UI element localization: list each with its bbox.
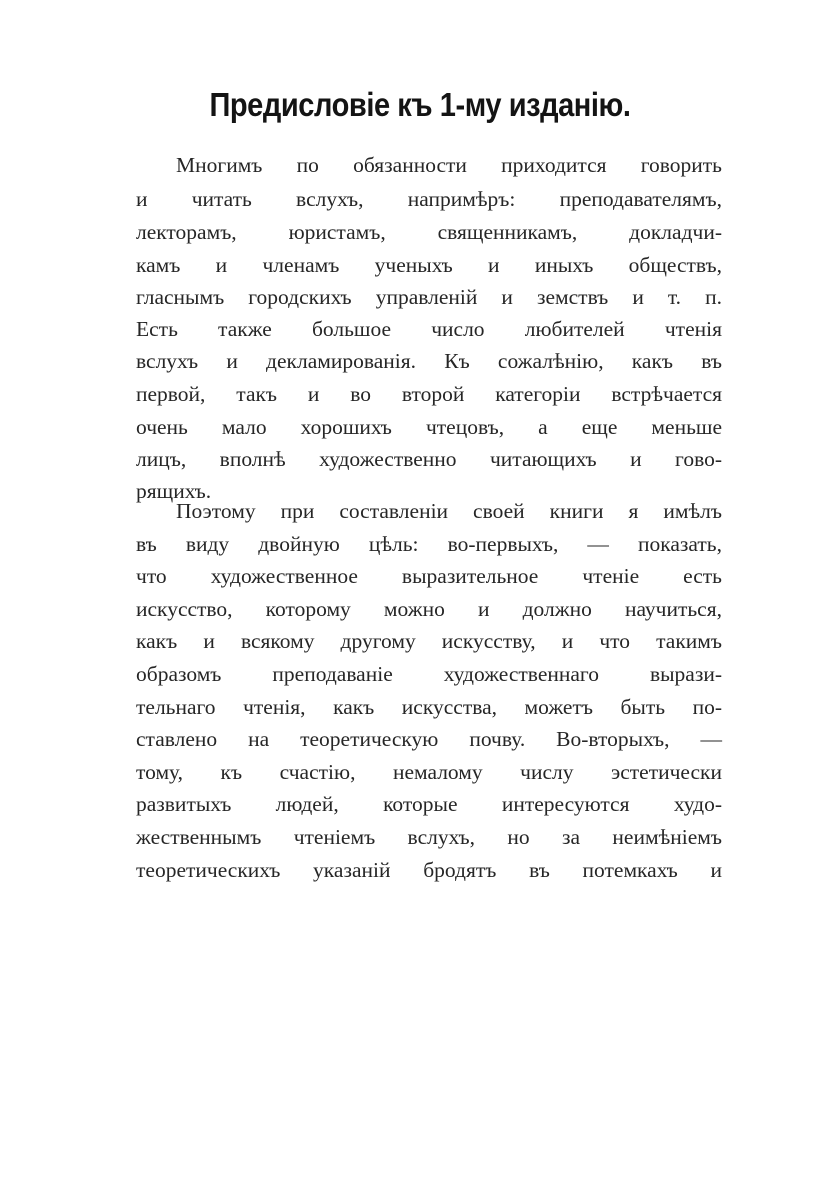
text-line: жественнымъ чтеніемъ вслухъ, но за неимѣніемъ <box>136 825 722 849</box>
text-line: и читать вслухъ, напримѣръ: преподавателямъ, <box>136 187 722 211</box>
text-line: какъ и всякому другому искусству, и что такимъ <box>136 629 722 653</box>
text-line: Есть также большое число любителей чтенія <box>136 317 722 341</box>
text-line: первой, такъ и во второй категоріи встрѣчается <box>136 382 722 406</box>
text-line: вслухъ и декламированія. Къ сожалѣнію, какъ въ <box>136 349 722 373</box>
text-line: Поэтому при составленіи своей книги я имѣлъ <box>176 499 722 523</box>
text-line: камъ и членамъ ученыхъ и иныхъ обществъ, <box>136 253 722 277</box>
text-line: рящихъ. <box>136 479 212 503</box>
text-line: гласнымъ городскихъ управленій и земствъ и т. п. <box>136 285 722 309</box>
text-line: что художественное выразительное чтеніе есть <box>136 564 722 588</box>
text-line: въ виду двойную цѣль: во-первыхъ, — показать, <box>136 532 722 556</box>
text-line: очень мало хорошихъ чтецовъ, а еще меньше <box>136 415 722 439</box>
text-line: тому, къ счастію, немалому числу эстетически <box>136 760 722 784</box>
text-line: теоретическихъ указаній бродятъ въ потемкахъ и <box>136 858 722 882</box>
text-line: образомъ преподаваніе художественнаго вырази- <box>136 662 722 686</box>
text-line: искусство, которому можно и должно научиться, <box>136 597 722 621</box>
page-title: Предисловіе къ 1-му изданію. <box>209 86 631 123</box>
text-line: лицъ, вполнѣ художественно читающихъ и гово- <box>136 447 722 471</box>
text-line: Многимъ по обязанности приходится говорить <box>176 153 722 177</box>
text-line: лекторамъ, юристамъ, священникамъ, докладчи- <box>136 220 722 244</box>
text-line: развитыхъ людей, которые интересуются худо- <box>136 792 722 816</box>
text-line: тельнаго чтенія, какъ искусства, можетъ быть по- <box>136 695 722 719</box>
text-line: ставлено на теоретическую почву. Во-вторыхъ, — <box>136 727 722 751</box>
